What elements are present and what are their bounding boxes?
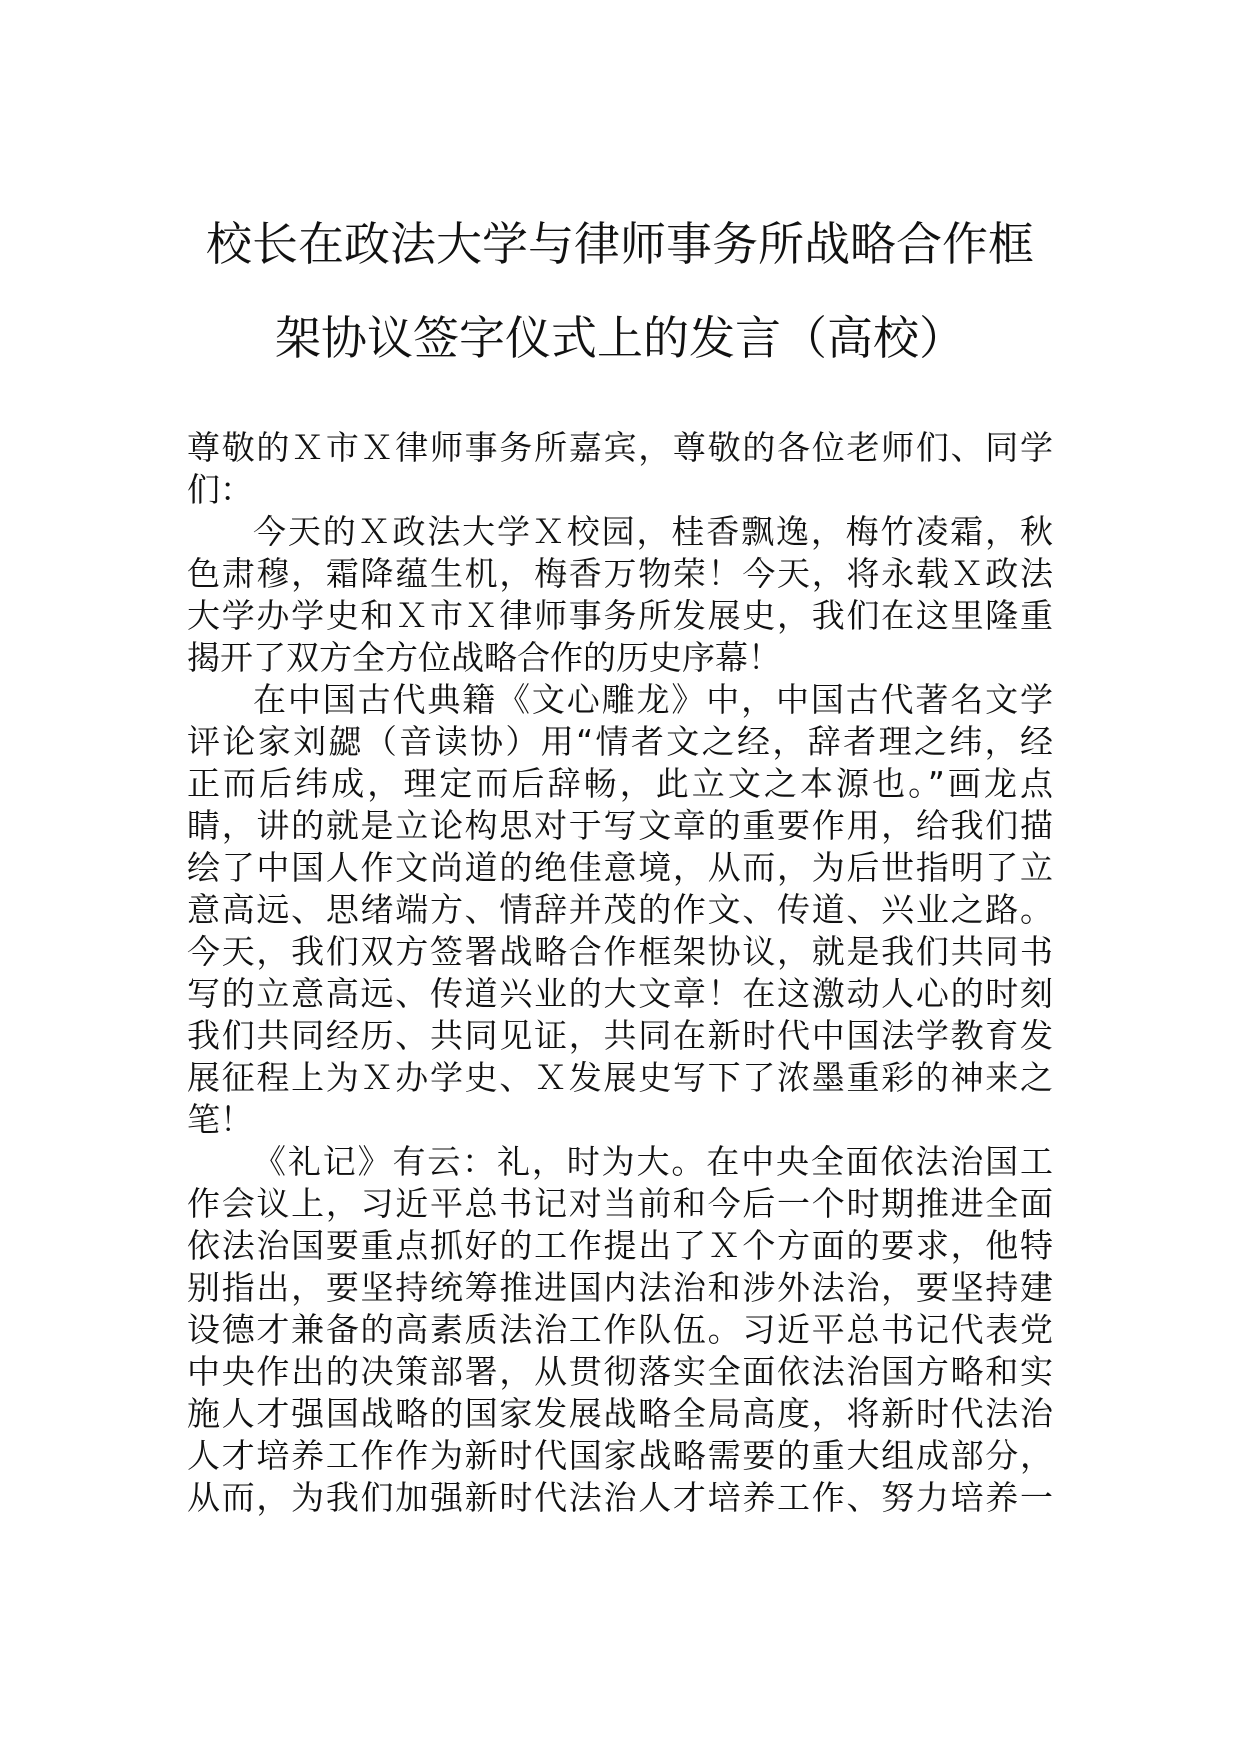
document-title-line-1: 校长在政法大学与律师事务所战略合作框	[206, 217, 1034, 271]
text-line: 们：	[187, 470, 253, 509]
text-line: 中央作出的决策部署，从贯彻落实全面依法治国方略和实	[187, 1352, 1053, 1391]
text-line: 揭开了双方全方位战略合作的历史序幕！	[187, 638, 781, 677]
text-line: 别指出，要坚持统筹推进国内法治和涉外法治，要坚持建	[187, 1268, 1053, 1307]
text-line: 色肃穆，霜降蕴生机，梅香万物荣！今天，将永载Ｘ政法	[187, 554, 1053, 593]
text-line: 今天，我们双方签署战略合作框架协议，就是我们共同书	[187, 932, 1053, 971]
text-line: 人才培养工作作为新时代国家战略需要的重大组成部分，	[187, 1436, 1053, 1475]
text-line: 作会议上，习近平总书记对当前和今后一个时期推进全面	[187, 1184, 1053, 1223]
document-body	[187, 427, 1053, 1519]
text-line: 设德才兼备的高素质法治工作队伍。习近平总书记代表党	[187, 1310, 1053, 1349]
text-line: 笔！	[187, 1100, 253, 1139]
text-line: 《礼记》有云：礼，时为大。在中央全面依法治国工	[253, 1142, 1053, 1181]
text-line: 绘了中国人作文尚道的绝佳意境，从而，为后世指明了立	[187, 848, 1053, 887]
text-line: 从而，为我们加强新时代法治人才培养工作、努力培养一	[187, 1478, 1053, 1517]
text-line: 施人才强国战略的国家发展战略全局高度，将新时代法治	[187, 1394, 1053, 1433]
text-line: 依法治国要重点抓好的工作提出了Ｘ个方面的要求，他特	[187, 1226, 1053, 1265]
document-title-line-2: 架协议签字仪式上的发言（高校）	[275, 311, 965, 365]
text-line: 尊敬的Ｘ市Ｘ律师事务所嘉宾，尊敬的各位老师们、同学	[187, 428, 1053, 467]
text-line: 大学办学史和Ｘ市Ｘ律师事务所发展史，我们在这里隆重	[187, 596, 1053, 635]
text-line: 我们共同经历、共同见证，共同在新时代中国法学教育发	[187, 1016, 1053, 1055]
text-line: 展征程上为Ｘ办学史、Ｘ发展史写下了浓墨重彩的神来之	[187, 1058, 1053, 1097]
text-line: 今天的Ｘ政法大学Ｘ校园，桂香飘逸，梅竹凌霜，秋	[253, 512, 1053, 551]
text-line: 写的立意高远、传道兴业的大文章！在这激动人心的时刻	[187, 974, 1053, 1013]
text-line: 在中国古代典籍《文心雕龙》中，中国古代著名文学	[253, 680, 1053, 719]
text-line: 意高远、思绪端方、情辞并茂的作文、传道、兴业之路。	[187, 890, 1053, 929]
text-line: 正而后纬成，理定而后辞畅，此立文之本源也。”画龙点	[187, 764, 1053, 803]
text-line: 睛，讲的就是立论构思对于写文章的重要作用，给我们描	[187, 806, 1053, 845]
text-line: 评论家刘勰（音读协）用“情者文之经，辞者理之纬，经	[187, 722, 1053, 761]
